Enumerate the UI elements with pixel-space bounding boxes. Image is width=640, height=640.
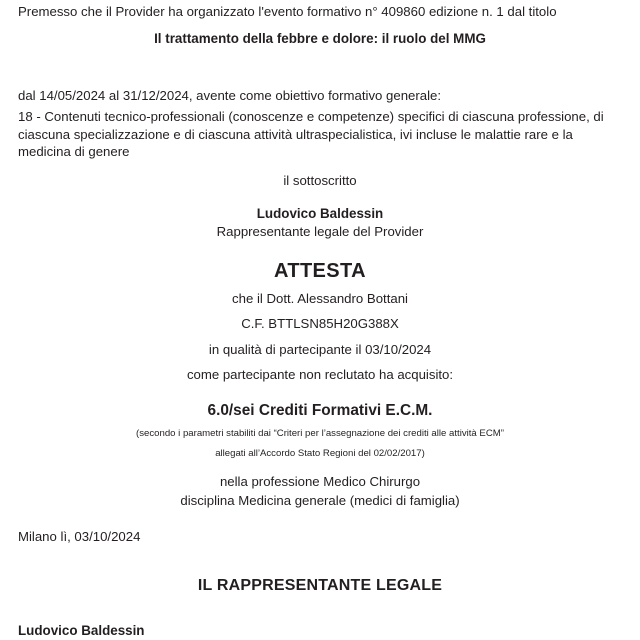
signature-name: Ludovico Baldessin [18,623,145,638]
undersigned-label: il sottoscritto [283,172,357,188]
place-and-date: Milano lì, 03/10/2024 [18,529,141,544]
attests-heading: ATTESTA [273,259,367,282]
participant-status-line: come partecipante non reclutato ha acquisito: [186,367,454,382]
fineprint-line-1: (secondo i parametri stabiliti dai “Criteri per l’assegnazione dei crediti alle attività ECM” [136,427,504,439]
event-title: Il trattamento della febbre e dolore: il ruolo del MMG [154,31,486,46]
event-period: dal 14/05/2024 al 31/12/2024, avente come obiettivo formativo generale: [18,88,442,103]
fineprint-line-2: allegati all’Accordo Stato Regioni del 02/02/2017) [215,447,425,459]
participant-fiscal-code: C.F. BTTLSN85H20G388X [241,316,399,331]
intro-paragraph: Premesso che il Provider ha organizzato l'evento formativo n° 409860 edizione n. 1 dal titolo [18,4,557,19]
training-objective: 18 - Contenuti tecnico-professionali (conoscenze e competenze) specifici di ciascuna professione, di ciascuna specializzazione e di ciascuna attività ultraspecialistica, ivi incluse le malattie rare e la medicina di genere [18,109,604,159]
participant-name-line: che il Dott. Alessandro Bottani [232,290,408,306]
signature-title: IL RAPPRESENTANTE LEGALE [197,577,443,594]
discipline-line: disciplina Medicina generale (medici di famiglia) [180,492,460,508]
profession-line: nella professione Medico Chirurgo [219,473,421,489]
representative-role: Rappresentante legale del Provider [216,223,424,239]
participant-quality-line: in qualità di partecipante il 03/10/2024 [208,341,432,357]
representative-name: Ludovico Baldessin [256,205,384,221]
credits-awarded: 6.0/sei Crediti Formativi E.C.M. [207,401,433,419]
